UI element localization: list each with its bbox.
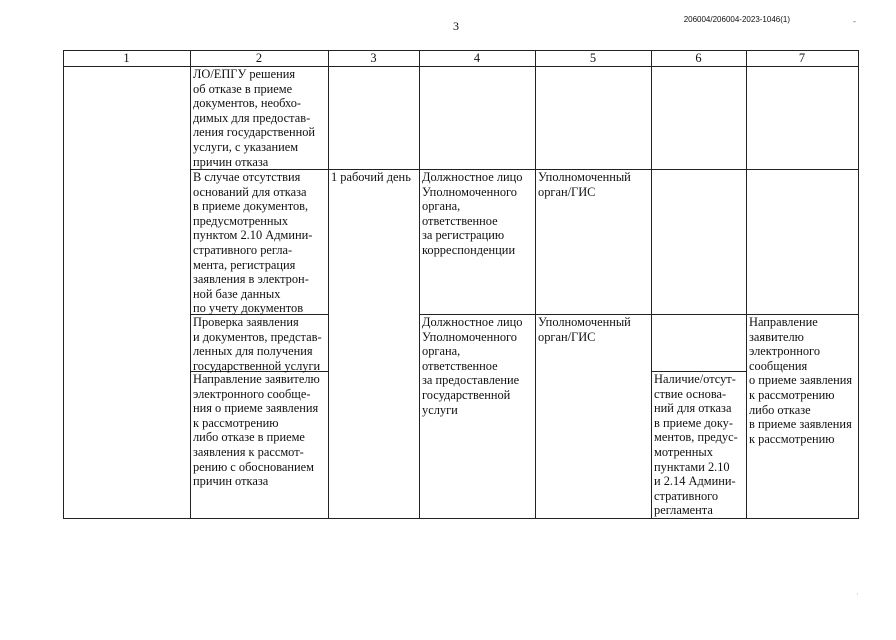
cell-r2-c4: Должностное лицо Уполномоченного органа, ответственное за регистрацию корреспонденции [422,170,523,257]
table-bottom-border [63,518,859,519]
stray-mark: · [856,590,859,599]
column-header-2: 2 [255,51,263,65]
cell-r4-c6: Наличие/отсут- ствие основа- ний для отказа в приеме доку- ментов, предус- мотренных пунктами 2.10 и 2.14 Админи- стративного регламента [654,372,738,518]
col2-left-border [190,50,191,519]
page-number: 3 [453,19,459,33]
cell-r2-c5: Уполномоченный орган/ГИС [538,170,631,199]
column-header-4: 4 [473,51,481,65]
header-bottom-border [63,66,859,67]
column-header-5: 5 [589,51,597,65]
table-right-border [858,50,859,519]
col6-left-border [651,50,652,519]
column-header-6: 6 [695,51,702,65]
col1-left-border [63,50,64,519]
column-header-1: 1 [123,51,130,65]
cell-r4-c2: Направление заявителю электронного сообще- ния о приеме заявления к рассмотрению либо отказе в приеме заявления к рассмот- рению с обоснованием причин отказа [193,372,320,489]
column-header-7: 7 [798,51,806,65]
col4-left-border [419,50,420,519]
cell-r3-c4: Должностное лицо Уполномоченного органа, ответственное за предоставление государственной услуги [422,315,523,417]
cell-r2-c3: 1 рабочий день [331,170,411,184]
cell-r2-c2: В случае отсутствия оснований для отказа в приеме документов, предусмотренных пунктом 2.10 Админи- стративного регла- мента, регистрация заявления в электрон- ной базе данных по учету документов [193,170,313,316]
col7-left-border [746,50,747,519]
cell-r3-c5: Уполномоченный орган/ГИС [538,315,631,344]
column-header-3: 3 [370,51,377,65]
cell-r3-c7: Направление заявителю электронного сообщения о приеме заявления к рассмотрению либо отказе в приеме заявления к рассмотрению [749,315,853,446]
cell-r3-c2: Проверка заявления и документов, представ- ленных для получения государственной услуги [193,315,322,373]
document-id: 206004/206004-2023-1046(1) [683,15,790,24]
corner-mark: - [853,16,856,26]
col5-left-border [535,50,536,519]
col3-left-border [328,50,329,519]
cell-r1-c2: ЛО/ЕПГУ решения об отказе в приеме документов, необхо- димых для предостав- ления государственной услуги, с указанием причин отказа [193,67,316,169]
